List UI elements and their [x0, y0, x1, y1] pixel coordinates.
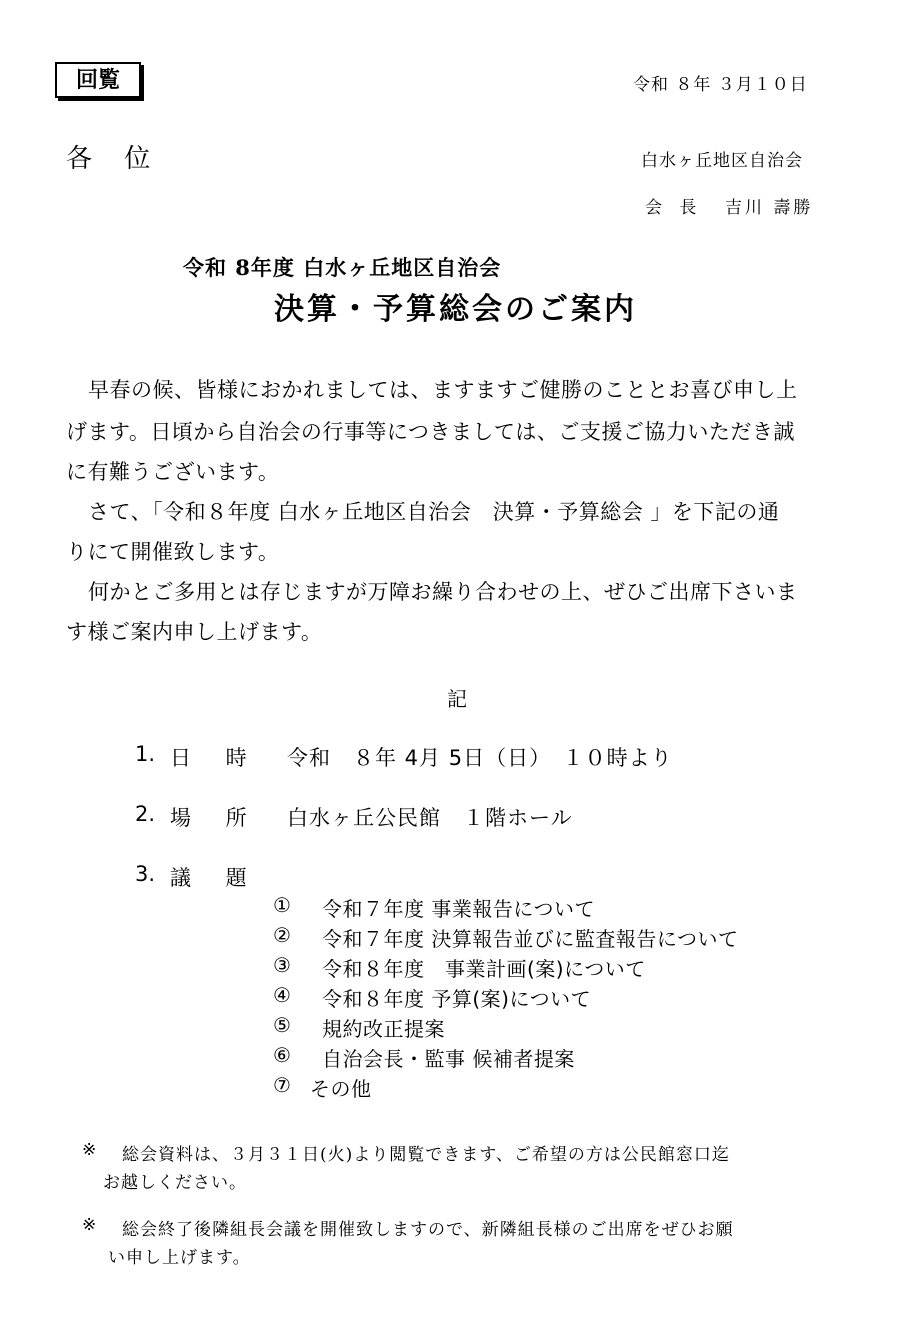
agenda-number: ⑤ [273, 1013, 291, 1037]
agenda-item: 令和８年度 予算(案)について [322, 987, 592, 1011]
agenda-number: ⑦ [273, 1073, 291, 1097]
agenda-number: ④ [273, 983, 291, 1007]
item-number: 2. [135, 802, 156, 826]
body-line: 何かとご多用とは存じますが万障お繰り合わせの上、ぜひご出席下さいま [88, 580, 798, 604]
agenda-item: 自治会長・監事 候補者提案 [322, 1047, 575, 1071]
agenda-number: ⑥ [273, 1043, 291, 1067]
item-number: 1. [135, 742, 156, 766]
body-line: に有難うございます。 [66, 460, 280, 484]
agenda-item: 令和７年度 事業報告について [322, 897, 595, 921]
addressee: 各 位 [66, 144, 163, 174]
note-mark: ※ [82, 1140, 97, 1160]
note-line: 総会資料は、３月３１日(火)より閲覧できます、ご希望の方は公民館窓口迄 [122, 1145, 730, 1165]
item-value-datetime: 令和 ８年 4月 5日（日） １０時より [287, 746, 673, 770]
item-label-place: 場 所 [170, 806, 261, 830]
agenda-item: 規約改正提案 [322, 1017, 445, 1041]
note-line: 総会終了後隣組長会議を開催致しますので、新隣組長様のご出席をぜひお願 [122, 1220, 734, 1240]
body-line: さて、「令和８年度 白水ヶ丘地区自治会 決算・予算総会 」を下記の通 [88, 500, 780, 524]
sender-organization: 白水ヶ丘地区自治会 [641, 151, 803, 171]
ki-heading: 記 [447, 687, 467, 711]
sender-role: 会 長 [645, 198, 703, 218]
document-date: 令和 ８年 ３月１０日 [633, 75, 808, 95]
body-line: りにて開催致します。 [66, 540, 280, 564]
item-label-datetime: 日 時 [170, 746, 261, 770]
body-line: す様ご案内申し上げます。 [66, 620, 323, 644]
note-mark: ※ [82, 1215, 97, 1235]
item-value-place: 白水ヶ丘公民館 １階ホール [287, 806, 573, 830]
body-line: 早春の候、皆様におかれましては、ますますご健勝のこととお喜び申し上 [88, 378, 798, 402]
circulation-box: 回覧 [55, 62, 141, 98]
agenda-number: ② [273, 923, 291, 947]
sender-name: 吉川 壽勝 [725, 198, 814, 218]
document-title: 決算・予算総会のご案内 [274, 292, 637, 327]
document-subtitle: 令和 8年度 白水ヶ丘地区自治会 [183, 255, 502, 280]
body-line: げます。日頃から自治会の行事等につきましては、ご支援ご協力いただき誠 [66, 420, 795, 444]
agenda-item: 令和７年度 決算報告並びに監査報告について [322, 927, 739, 951]
agenda-item: 令和８年度 事業計画(案)について [322, 957, 646, 981]
item-label-agenda: 議 題 [170, 866, 261, 890]
item-number: 3. [135, 862, 156, 886]
agenda-item: その他 [310, 1077, 372, 1101]
agenda-number: ③ [273, 953, 291, 977]
agenda-number: ① [273, 893, 291, 917]
note-line: い申し上げます。 [108, 1248, 251, 1268]
note-line: お越しください。 [103, 1173, 247, 1193]
